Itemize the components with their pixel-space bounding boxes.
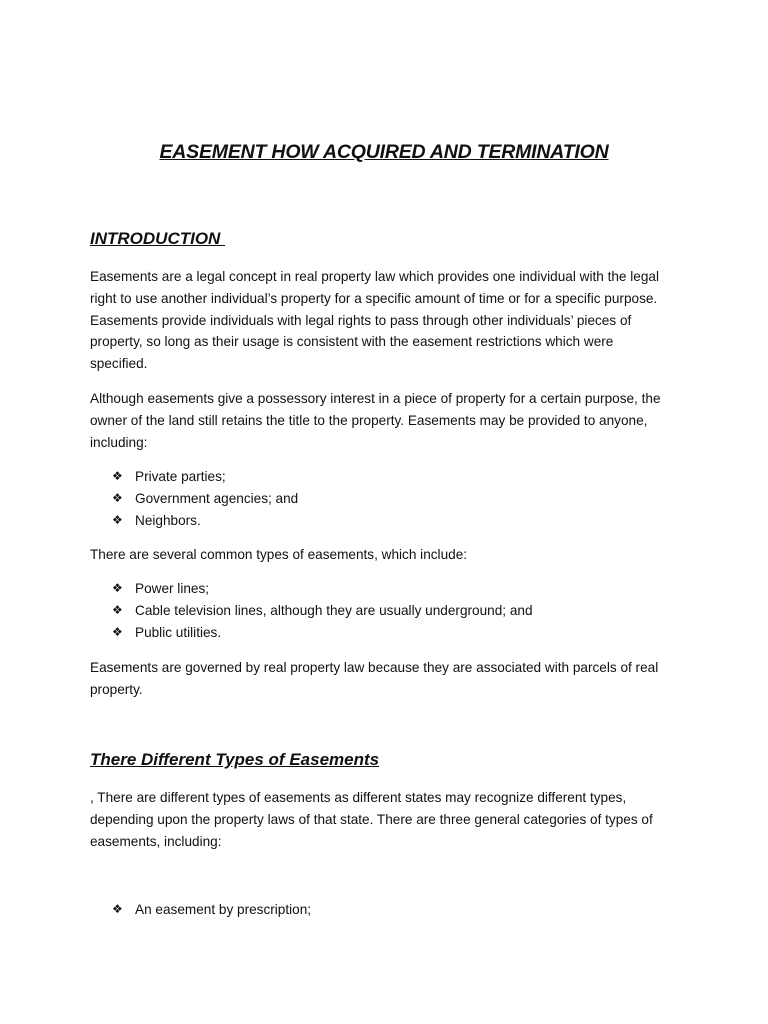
- text-line: There are several common types of easements, which include:: [90, 547, 468, 562]
- list-item: [112, 578, 533, 600]
- list-easement-categories: [112, 899, 311, 921]
- list-item-text: Cable television lines, although they are usually underground; and: [135, 602, 533, 618]
- text-line: , There are different types of easements as different states may recognize different types,: [90, 790, 627, 805]
- paragraph-common-types: [90, 544, 680, 566]
- list-item-text: Neighbors.: [135, 512, 201, 528]
- list-item: [112, 466, 298, 488]
- text-line: including:: [90, 434, 148, 450]
- text-line: Easements provide individuals with legal rights to pass through other individuals’ pieces of: [90, 312, 632, 328]
- list-item: [112, 488, 298, 510]
- introduction-heading: INTRODUCTION: [90, 229, 226, 248]
- text-line: Easements are governed by real property law because they are associated with parcels of real: [90, 660, 659, 675]
- paragraph-possessory-interest: [90, 388, 680, 453]
- diamond-bullet-icon: ❖: [112, 469, 123, 483]
- list-item-text: Public utilities.: [135, 624, 222, 640]
- list-item: [112, 600, 533, 622]
- diamond-bullet-icon: ❖: [112, 581, 123, 595]
- text-line: Easements are a legal concept in real property law which provides one individual with the legal: [90, 269, 659, 284]
- diamond-bullet-icon: ❖: [112, 490, 123, 505]
- text-line: specified.: [90, 356, 148, 372]
- text-line: property.: [90, 681, 143, 697]
- paragraph-different-types: [90, 787, 680, 852]
- paragraph-easements-definition: [90, 266, 680, 375]
- list-item-text: An easement by prescription;: [135, 902, 312, 917]
- list-item: [112, 510, 298, 532]
- list-item-text: Government agencies; and: [135, 490, 299, 506]
- document-title: EASEMENT HOW ACQUIRED AND TERMINATION: [159, 141, 609, 163]
- diamond-bullet-icon: ❖: [112, 624, 123, 639]
- paragraph-governed-by-law: [90, 657, 680, 701]
- text-line: depending upon the property laws of that state. There are three general categories of types of: [90, 811, 653, 827]
- list-item: [112, 622, 533, 644]
- list-common-types: [112, 578, 533, 643]
- diamond-bullet-icon: ❖: [112, 512, 123, 527]
- diamond-bullet-icon: ❖: [112, 902, 123, 916]
- types-heading: There Different Types of Easements: [90, 750, 380, 769]
- text-line: easements, including:: [90, 833, 222, 849]
- text-line: Although easements give a possessory interest in a piece of property for a certain purpose, the: [90, 391, 661, 406]
- list-item-text: Power lines;: [135, 581, 210, 596]
- text-line: owner of the land still retains the title to the property. Easements may be provided to anyone,: [90, 412, 648, 428]
- text-line: property, so long as their usage is consistent with the easement restrictions which were: [90, 334, 614, 350]
- list-item-text: Private parties;: [135, 469, 226, 484]
- diamond-bullet-icon: ❖: [112, 602, 123, 617]
- list-item: [112, 899, 311, 921]
- text-line: right to use another individual’s property for a specific amount of time or for a specific purpose.: [90, 290, 658, 306]
- list-parties: [112, 466, 298, 531]
